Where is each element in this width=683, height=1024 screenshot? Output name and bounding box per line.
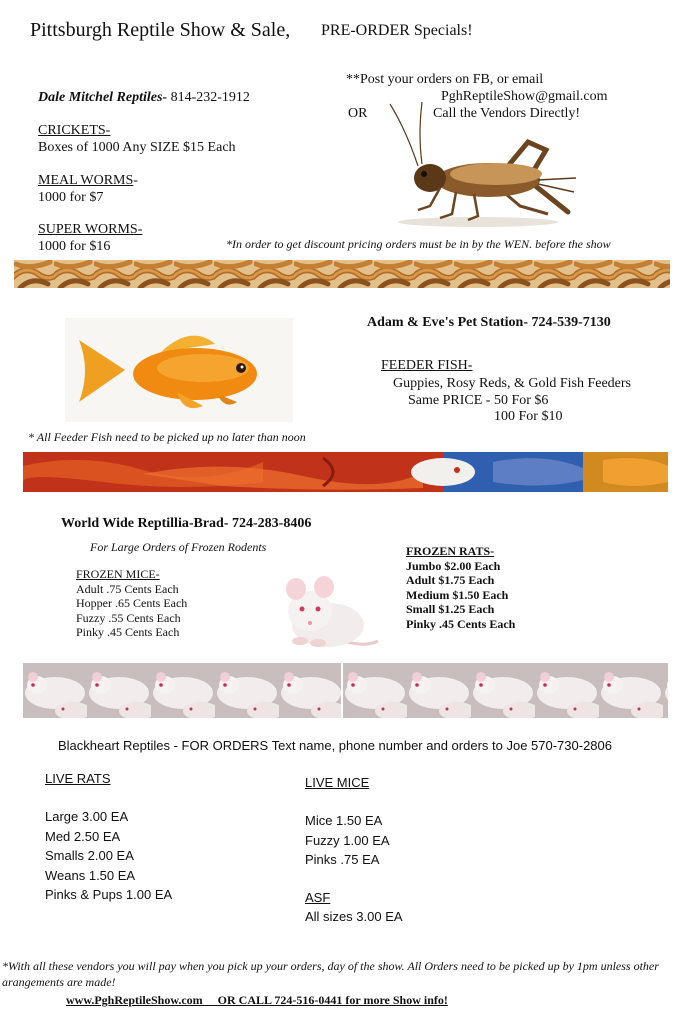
live-rats-heading: LIVE RATS: [45, 771, 111, 786]
vendor4-header: Blackheart Reptiles - FOR ORDERS Text name, phone number and orders to Joe 570-730-2806: [58, 738, 612, 753]
list-item: Mice 1.50 EA: [305, 813, 383, 828]
list-item: Fuzzy 1.00 EA: [305, 832, 390, 848]
list-item: Adult $1.75 Each: [406, 573, 495, 588]
live-rats-list: [45, 809, 172, 907]
list-item: Pinks .75 EA: [305, 852, 380, 867]
fish-pickup-note: * All Feeder Fish need to be picked up no later than noon: [28, 430, 306, 444]
vendor3-tagline: For Large Orders of Frozen Rodents: [90, 540, 267, 554]
list-item: Weans 1.50 EA: [45, 867, 136, 883]
list-item: Pinky .45 Cents Each: [406, 616, 516, 631]
frozen-rats-heading: FROZEN RATS-: [406, 544, 495, 558]
mealworms-heading: MEAL WORMS-: [38, 173, 138, 188]
footer-contact: [66, 993, 448, 1008]
frozen-rats-list: [406, 559, 515, 631]
list-item: Jumbo $2.00 Each: [406, 559, 501, 573]
vendor3-name: World Wide Reptillia-Brad- 724-283-8406: [61, 516, 312, 531]
feeder-fish-heading: FEEDER FISH-: [381, 358, 473, 373]
vendor1-name: Dale Mitchel Reptiles-: [38, 90, 168, 105]
live-mice-heading: LIVE MICE: [305, 775, 370, 790]
asf-heading: ASF: [305, 890, 331, 905]
list-item: Med 2.50 EA: [45, 828, 121, 844]
superworms-detail: 1000 for $16: [38, 239, 111, 254]
contact-email: PghReptileShow@gmail.com: [441, 89, 608, 104]
live-mice-list: [305, 813, 390, 872]
crickets-heading: CRICKETS-: [38, 123, 111, 138]
goldfish-image: [65, 318, 293, 422]
list-item: Medium $1.50 Each: [406, 587, 509, 602]
contact-note-line1: **Post your orders on FB, or email: [346, 72, 544, 87]
mealworm-banner: [14, 260, 670, 288]
footer-call: OR CALL 724-516-0441 for more Show info!: [217, 993, 448, 1007]
contact-or: OR: [348, 106, 368, 121]
frozen-mice-list: [76, 582, 187, 640]
contact-note-line3: Call the Vendors Directly!: [433, 106, 581, 121]
discount-note: *In order to get discount pricing orders must be in by the WEN. before the show: [226, 237, 611, 251]
list-item: Adult .75 Cents Each: [76, 582, 179, 596]
vendor2-name: Adam & Eve's Pet Station- 724-539-7130: [367, 315, 611, 330]
superworms-heading: SUPER WORMS-: [38, 222, 143, 237]
frozen-mice-heading: FROZEN MICE-: [76, 567, 160, 581]
mice-banner-art: [23, 663, 668, 718]
page-title: Pittsburgh Reptile Show & Sale,: [30, 19, 291, 41]
list-item: Small $1.25 Each: [406, 602, 495, 617]
crickets-detail: Boxes of 1000 Any SIZE $15 Each: [38, 140, 236, 155]
mealworm-pattern: [14, 260, 670, 288]
asf-detail: All sizes 3.00 EA: [305, 909, 403, 924]
list-item: Pinky .45 Cents Each: [76, 625, 180, 640]
list-item: Fuzzy .55 Cents Each: [76, 610, 181, 625]
footer-note: *With all these vendors you will pay when you pick up your orders, day of the show. All Orders need to be picked up by 1pm unless other arangements are made!: [2, 959, 659, 989]
list-item: Large 3.00 EA: [45, 809, 129, 824]
cricket-image: [378, 100, 581, 230]
page-subtitle: PRE-ORDER Specials!: [321, 22, 473, 39]
feeder-fish-line1: Guppies, Rosy Reds, & Gold Fish Feeders: [393, 376, 631, 391]
mealworms-detail: 1000 for $7: [38, 190, 104, 205]
list-item: Hopper .65 Cents Each: [76, 596, 188, 611]
website-link[interactable]: www.PghReptileShow.com: [66, 993, 203, 1007]
fish-banner-art: [23, 452, 668, 492]
white-mouse-image: [272, 571, 380, 653]
list-item: Pinks & Pups 1.00 EA: [45, 887, 173, 902]
list-item: Smalls 2.00 EA: [45, 848, 134, 863]
feeder-fish-line2: Same PRICE - 50 For $6: [408, 393, 549, 408]
mice-banner: [23, 663, 668, 718]
fish-banner: [23, 452, 668, 492]
feeder-fish-line3: 100 For $10: [494, 409, 563, 424]
vendor1-header: [38, 90, 250, 106]
vendor1-phone: 814-232-1912: [170, 90, 250, 105]
